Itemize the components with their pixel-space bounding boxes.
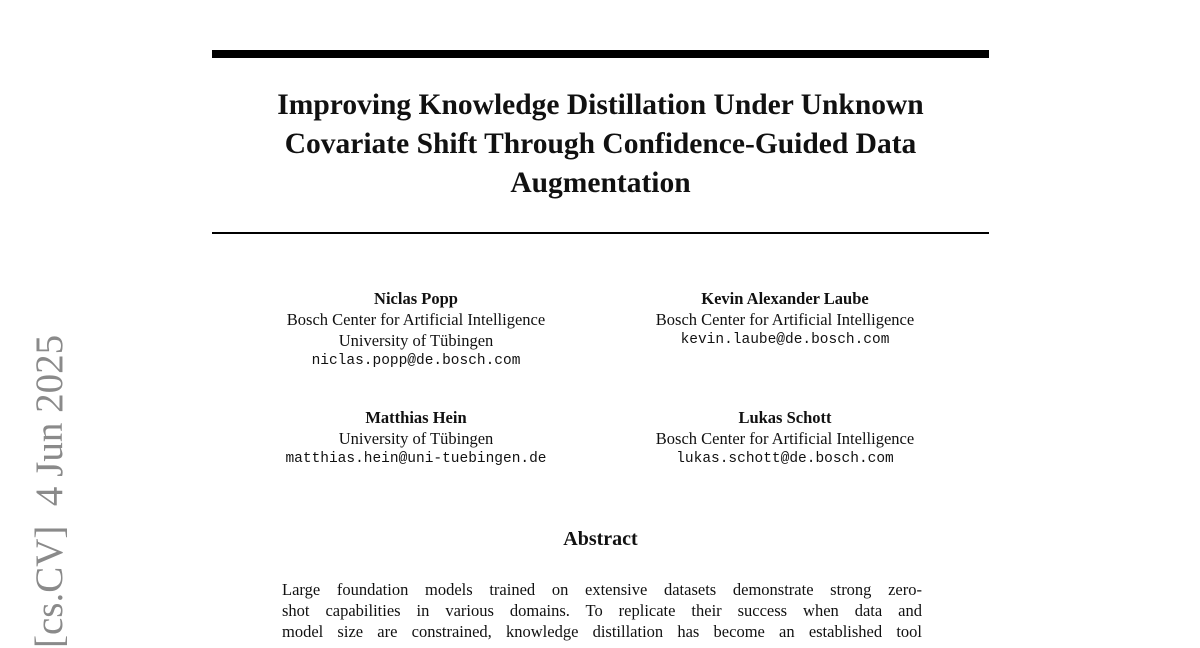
author-affiliation: Bosch Center for Artificial Intelligence — [655, 429, 915, 448]
abstract-line: model size are constrained, knowledge distillation has become an established tool — [282, 622, 922, 641]
author-affiliation: University of Tübingen — [338, 429, 494, 448]
abstract-heading: Abstract — [563, 528, 638, 550]
author-block — [236, 407, 596, 470]
abstract-line: Large foundation models trained on extensive datasets demonstrate strong zero- — [282, 580, 922, 599]
author-affiliation: Bosch Center for Artificial Intelligence — [286, 310, 546, 329]
author-name: Matthias Hein — [365, 408, 467, 427]
author-email: lukas.schott@de.bosch.com — [676, 451, 894, 467]
arxiv-stamp: [cs.CV] 4 Jun 2025 — [28, 334, 71, 648]
author-email: matthias.hein@uni-tuebingen.de — [285, 451, 547, 467]
author-email: niclas.popp@de.bosch.com — [311, 353, 521, 369]
title-rule-top — [212, 50, 989, 58]
author-block — [605, 288, 965, 351]
author-name: Niclas Popp — [374, 289, 458, 308]
paper-title: Improving Knowledge Distillation Under Unknown Covariate Shift Through Confidence-Guided Data Augmentation — [277, 89, 924, 199]
author-name: Kevin Alexander Laube — [701, 289, 869, 308]
abstract-text — [282, 579, 922, 642]
author-block — [236, 288, 596, 372]
author-name: Lukas Schott — [738, 408, 832, 427]
author-affiliation: Bosch Center for Artificial Intelligence — [655, 310, 915, 329]
abstract-line: shot capabilities in various domains. To replicate their success when data and — [282, 601, 922, 620]
author-affiliation: University of Tübingen — [338, 331, 494, 350]
title-rule-bottom — [212, 232, 989, 234]
author-email: kevin.laube@de.bosch.com — [680, 332, 890, 348]
author-block — [605, 407, 965, 470]
